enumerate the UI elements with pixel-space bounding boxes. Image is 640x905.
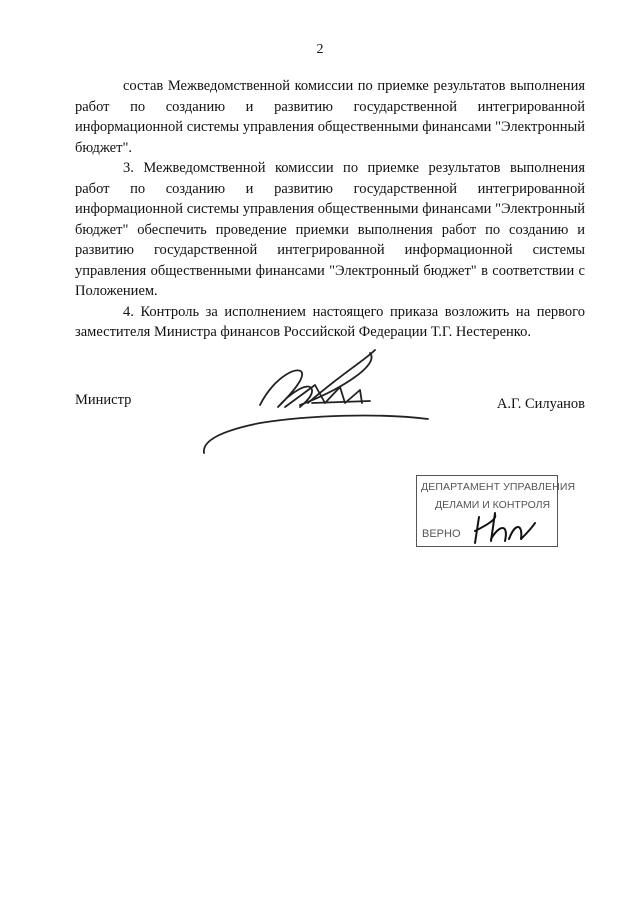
paragraph-3: 3. Межведомственной комиссии по приемке результатов выполнения работ по созданию и развитию государственной интегрированной информационной системы управления общественными финансами "Электронный бюджет" обеспечить проведение приемки выполнения работ по созданию и развитию государственной интегрированной информационной системы управления общественными финансами "Электронный бюджет" в соответствии с Положением.: [75, 160, 585, 299]
paragraph-continuation: состав Межведомственной комиссии по приемке результатов выполнения работ по созданию и развитию государственной интегрированной информационной системы управления общественными финансами "Электронный бюджет".: [75, 78, 585, 156]
signatory-title: Министр: [75, 392, 132, 408]
signatory-name: А.Г. Силуанов: [496, 396, 585, 412]
handwritten-signature: [190, 345, 440, 465]
document-body: [75, 76, 585, 343]
stamp-line-1: ДЕПАРТАМЕНТ УПРАВЛЕНИЯ: [421, 481, 576, 493]
stamp-line-3: ВЕРНО: [422, 528, 461, 540]
page-number: 2: [316, 42, 324, 57]
stamp-line-2: ДЕЛАМИ И КОНТРОЛЯ: [435, 499, 551, 511]
paragraph-4: 4. Контроль за исполнением настоящего приказа возложить на первого заместителя Министра финансов Российской Федерации Т.Г. Нестеренко.: [75, 303, 585, 340]
stamp-signature: [465, 505, 545, 550]
